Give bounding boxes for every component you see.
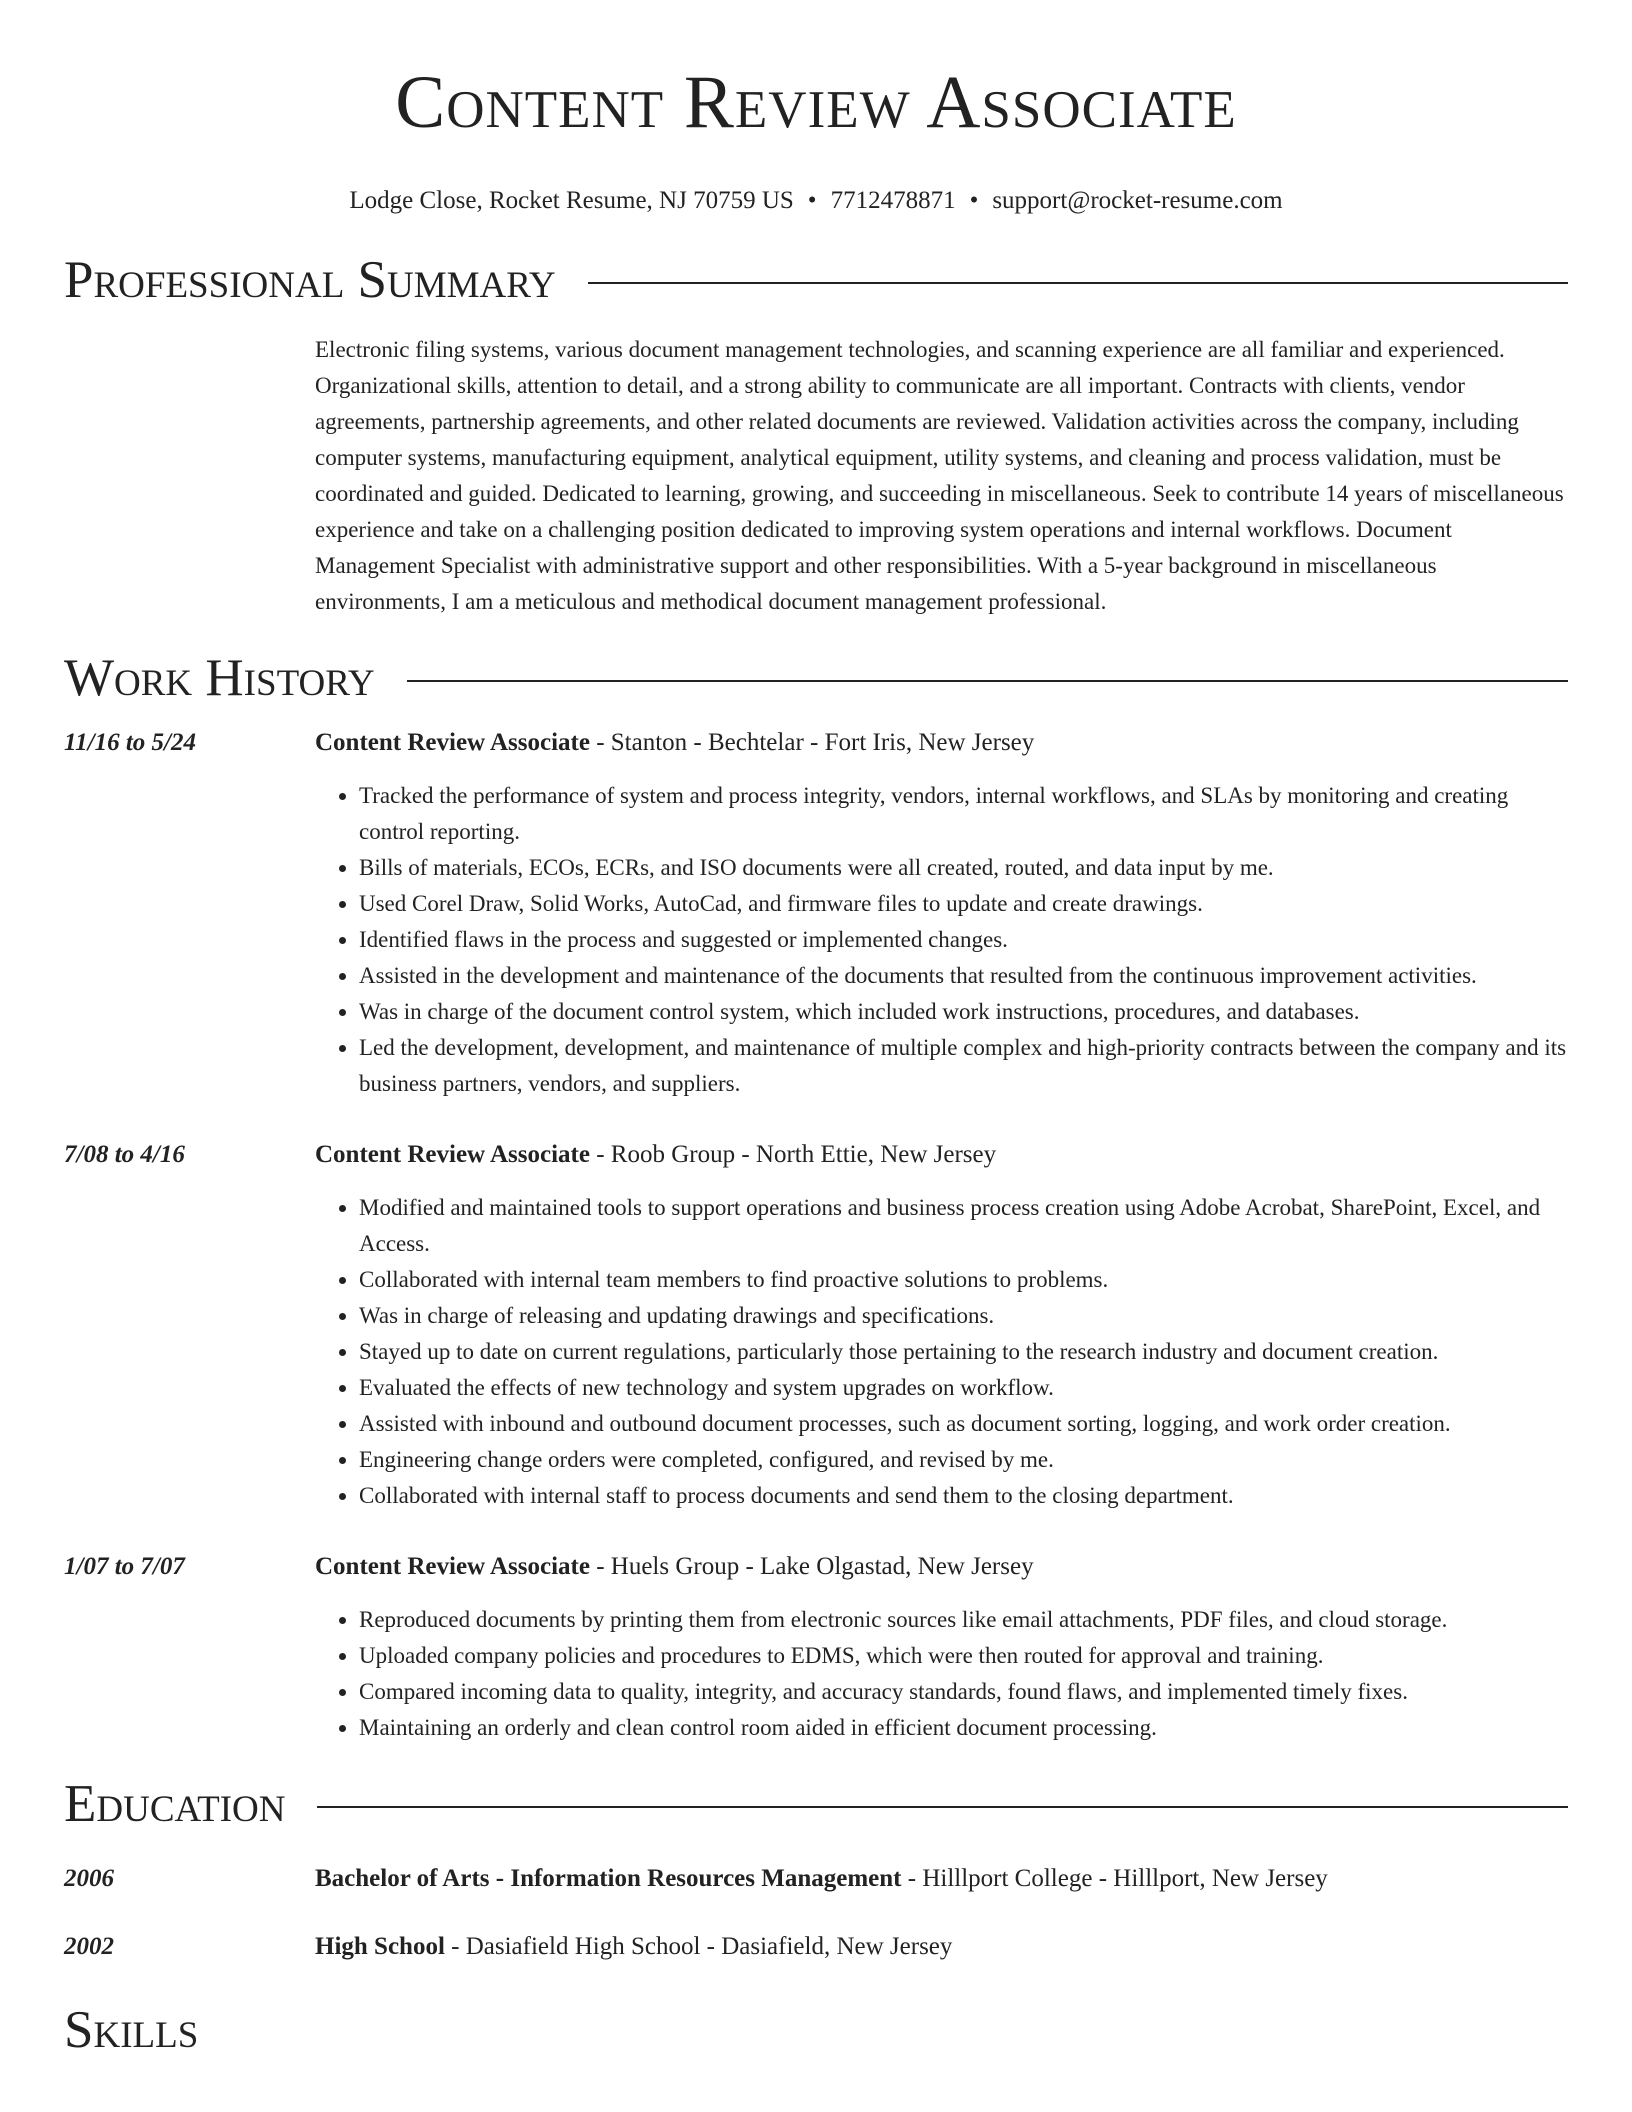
education-body — [315, 1930, 1568, 1964]
job-bullet: • Assisted with inbound and outbound document processes, such as document sorting, logging, and work order creation. — [359, 1406, 1568, 1442]
job-bullet: • Reproduced documents by printing them from electronic sources like email attachments, PDF files, and cloud storage. — [359, 1602, 1568, 1638]
job-bullet: • Evaluated the effects of new technology and system upgrades on workflow. — [359, 1370, 1568, 1406]
job-date: 11/16 to 5/24 — [64, 729, 196, 756]
work-section-header — [64, 648, 1568, 708]
education-section-title: Education — [64, 1775, 286, 1833]
section-divider — [588, 282, 1568, 284]
education-entry — [64, 1862, 1568, 1896]
job-bullet: • Used Corel Draw, Solid Works, AutoCad, and firmware files to update and create drawings. — [359, 886, 1568, 922]
summary-section-title: Professional Summary — [64, 251, 556, 309]
resume-name: Content Review Associate — [395, 61, 1237, 144]
job-bullet: • Identified flaws in the process and suggested or implemented changes. — [359, 922, 1568, 958]
education-list — [64, 1862, 1568, 1964]
job-date: 1/07 to 7/07 — [64, 1553, 185, 1580]
education-degree: High School — [315, 1933, 445, 1960]
education-date: 2002 — [64, 1933, 114, 1960]
job-bullet: • Bills of materials, ECOs, ECRs, and ISO documents were all created, routed, and data input by me. — [359, 850, 1568, 886]
education-degree: Bachelor of Arts - Information Resources Management — [315, 1865, 902, 1892]
job-body — [315, 1138, 1568, 1514]
job-bullet: • Was in charge of releasing and updating drawings and specifications. — [359, 1298, 1568, 1334]
job-bullet: • Uploaded company policies and procedures to EDMS, which were then routed for approval and training. — [359, 1638, 1568, 1674]
job-body — [315, 726, 1568, 1102]
job-bullet: • Was in charge of the document control system, which included work instructions, procedures, and databases. — [359, 994, 1568, 1030]
contact-separator: • — [807, 187, 817, 214]
education-details: - Dasiafield High School - Dasiafield, New Jersey — [444, 1933, 953, 1960]
job-details: - Stanton - Bechtelar - Fort Iris, New Jersey — [589, 729, 1035, 756]
section-divider — [407, 680, 1568, 682]
job-date: 7/08 to 4/16 — [64, 1141, 185, 1168]
skills-section-header — [64, 2000, 1568, 2060]
job-title-line — [315, 1138, 1568, 1172]
contact-phone: 7712478871 — [830, 187, 956, 214]
job-bullet: • Modified and maintained tools to support operations and business process creation using Adobe Acrobat, SharePoint, Excel, and Access. — [359, 1190, 1568, 1262]
job-role: Content Review Associate — [315, 1553, 590, 1580]
education-body — [315, 1862, 1568, 1896]
job-details: - Roob Group - North Ettie, New Jersey — [589, 1141, 997, 1168]
job-role: Content Review Associate — [315, 1141, 590, 1168]
job-bullet: • Engineering change orders were completed, configured, and revised by me. — [359, 1442, 1568, 1478]
skills-section-title: Skills — [64, 2001, 199, 2059]
job-bullet: • Collaborated with internal team members to find proactive solutions to problems. — [359, 1262, 1568, 1298]
education-title-line — [315, 1862, 1568, 1896]
job-body — [315, 1550, 1568, 1746]
education-title-line — [315, 1930, 1568, 1964]
job-bullet: • Assisted in the development and maintenance of the documents that resulted from the continuous improvement activities. — [359, 958, 1568, 994]
job-bullets — [315, 1602, 1568, 1746]
job-entry — [64, 726, 1568, 1102]
job-title-line — [315, 1550, 1568, 1584]
job-role: Content Review Associate — [315, 729, 590, 756]
job-entry — [64, 1550, 1568, 1746]
job-bullets — [315, 1190, 1568, 1514]
job-details: - Huels Group - Lake Olgastad, New Jersey — [589, 1553, 1034, 1580]
work-section-title: Work History — [64, 649, 375, 707]
section-divider — [317, 1806, 1568, 1808]
summary-section-header — [64, 250, 1568, 310]
work-history-list — [64, 726, 1568, 1746]
job-bullet: • Maintaining an orderly and clean control room aided in efficient document processing. — [359, 1710, 1568, 1746]
education-entry — [64, 1930, 1568, 1964]
job-bullet: • Tracked the performance of system and process integrity, vendors, internal workflows, and SLAs by monitoring and creating control reporting. — [359, 778, 1568, 850]
contact-line — [64, 186, 1568, 216]
job-title-line — [315, 726, 1568, 760]
contact-separator: • — [969, 187, 979, 214]
job-bullet: • Led the development, development, and maintenance of multiple complex and high-priority contracts between the company and its business partners, vendors, and suppliers. — [359, 1030, 1568, 1102]
job-bullet: • Collaborated with internal staff to process documents and send them to the closing department. — [359, 1478, 1568, 1514]
summary-text: Electronic filing systems, various document management technologies, and scanning experience are all familiar and experienced. Organizational skills, attention to detail, and a strong ability to communicate are all important. Contracts with clients, vendor agreements, partnership agreements, and other related documents are reviewed. Validation activities across the company, including computer systems, manufacturing equipment, analytical equipment, utility systems, and cleaning and process validation, must be coordinated and guided. Dedicated to learning, growing, and succeeding in miscellaneous. Seek to contribute 14 years of miscellaneous experience and take on a challenging position dedicated to improving system operations and internal workflows. Document Management Specialist with administrative support and other responsibilities. With a 5-year background in miscellaneous environments, I am a meticulous and methodical document management professional. — [315, 337, 1564, 614]
education-section-header — [64, 1774, 1568, 1834]
job-bullets — [315, 778, 1568, 1102]
education-date: 2006 — [64, 1865, 114, 1892]
resume-page — [64, 0, 1568, 2060]
job-bullet: • Stayed up to date on current regulations, particularly those pertaining to the research industry and document creation. — [359, 1334, 1568, 1370]
education-details: - Hilllport College - Hilllport, New Jersey — [901, 1865, 1328, 1892]
contact-email[interactable]: support@rocket-resume.com — [992, 187, 1283, 214]
contact-address: Lodge Close, Rocket Resume, NJ 70759 US — [349, 187, 794, 214]
job-bullet: • Compared incoming data to quality, integrity, and accuracy standards, found flaws, and implemented timely fixes. — [359, 1674, 1568, 1710]
job-entry — [64, 1138, 1568, 1514]
